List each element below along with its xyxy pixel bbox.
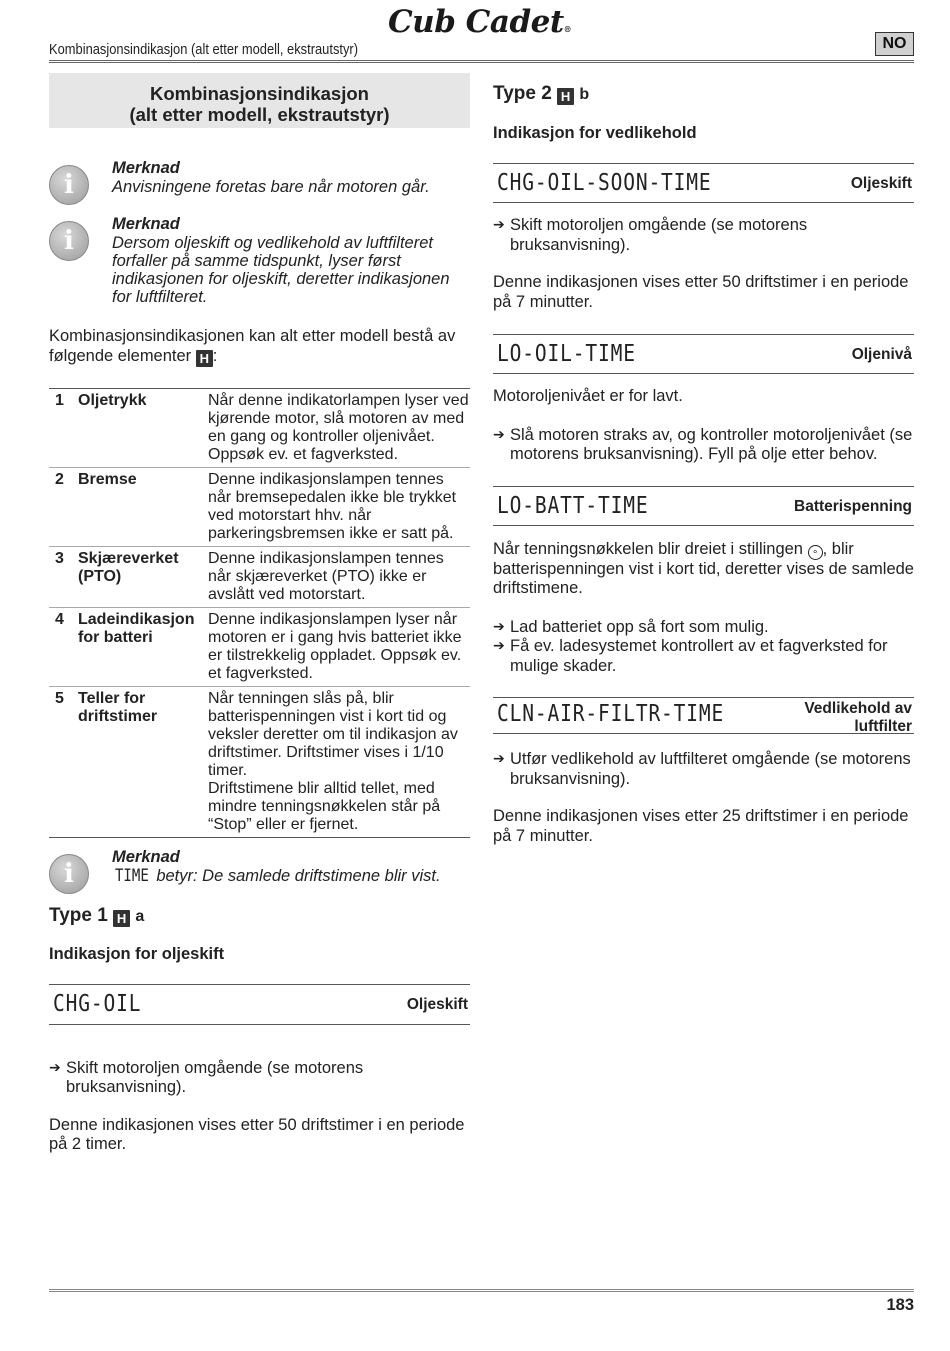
right-column — [493, 73, 914, 846]
note-1 — [49, 159, 470, 200]
note-text: TIME betyr: De samlede driftstimene blir vist. — [114, 865, 441, 885]
running-title: Kombinasjonsindikasjon (alt etter modell, ekstrautstyr) — [49, 41, 359, 58]
page-number: 183 — [886, 1296, 914, 1314]
action-item: ➔ Utfør vedlikehold av luftfilteret omgående (se motorens bruksanvisning). — [493, 750, 914, 789]
type1-subheading: Indikasjon for oljeskift — [49, 944, 225, 963]
brand-logo: Cub Cadet® — [388, 4, 572, 40]
display-code: LO-OIL-TIME — [497, 341, 636, 367]
display-label: Batterispenning — [794, 497, 912, 515]
note-text: Anvisningene foretas bare når motoren går. — [112, 178, 430, 196]
indicator-table — [49, 388, 470, 838]
footer-divider — [49, 1289, 914, 1292]
display-code: CHG-OIL-SOON-TIME — [497, 170, 712, 196]
left-column — [49, 73, 470, 1155]
section-title-line1: Kombinasjonsindikasjon — [150, 83, 369, 104]
language-badge: NO — [875, 32, 914, 56]
table-row: 5 Teller for driftstimer Når tenningen slås på, blir batterispenningen vist i kort tid og veksler deretter om til indikasjon av driftstimer. Driftstimer vises i 1/10 timer. Driftstimene blir alltid tellet, med mindre tenningsnøkkelen står på “Stop” eller er fjernet. — [49, 686, 470, 837]
action-item: ➔ Lad batteriet opp så fort som mulig. — [493, 618, 914, 638]
display-label: Vedlikehold av luftfilter — [804, 700, 912, 735]
type2-heading: Type 2 H b — [493, 83, 590, 104]
section-title-line2: (alt etter modell, ekstrautstyr) — [129, 104, 390, 125]
note-2 — [49, 215, 470, 306]
h-key-badge: H — [113, 910, 130, 927]
action-item: ➔ Skift motoroljen omgående (se motorens bruksanvisning). — [49, 1059, 470, 1098]
info-icon: i — [49, 854, 89, 894]
table-row: 2 Bremse Denne indikasjonslampen tennes når bremsepedalen ikke ble trykket ved motorstart hhv. når parkeringsbremsen ikke er satt på. — [49, 467, 470, 546]
info-paragraph: Denne indikasjonen vises etter 50 driftstimer i en periode på 7 minutter. — [493, 273, 909, 311]
display-label: Oljenivå — [851, 346, 912, 363]
action-item: ➔ Skift motoroljen omgående (se motorens bruksanvisning). — [493, 216, 914, 255]
display-label: Oljeskift — [850, 175, 912, 192]
note-title: Merknad — [112, 159, 180, 177]
action-item: ➔ Få ev. ladesystemet kontrollert av et fagverksted for mulige skader. — [493, 637, 914, 676]
display-label: Oljeskift — [406, 995, 468, 1013]
action-item: ➔ Slå motoren straks av, og kontroller motoroljenivået (se motorens bruksanvisning). Fyll på olje etter behov. — [493, 426, 914, 465]
display-air-filter — [493, 697, 914, 734]
type2-subheading: Indikasjon for vedlikehold — [493, 124, 697, 142]
table-row: 4 Ladeindikasjon for batteri Denne indikasjonslampen lyser når motoren er i gang hvis batteriet ikke er tilstrekkelig oppladet. Oppsøk ev. et fagverksted. — [49, 607, 470, 686]
note-title: Merknad — [112, 847, 180, 866]
display-oil-level — [493, 334, 914, 374]
info-icon: i — [49, 221, 89, 261]
section-title-box — [49, 73, 470, 128]
display-oil-change — [49, 984, 470, 1025]
info-icon: i — [49, 165, 89, 205]
info-paragraph: Denne indikasjonen vises etter 25 driftstimer i en periode på 7 minutter. — [493, 807, 909, 845]
ignition-key-icon: ∘ — [808, 545, 823, 560]
table-row: 1 Oljetrykk Når denne indikatorlampen lyser ved kjørende motor, slå motoren av med en gang og kontroller oljenivået. Oppsøk ev. et fagverksted. — [49, 388, 470, 467]
intro-paragraph: Kombinasjonsindikasjonen kan alt etter modell bestå av følgende elementer H : — [49, 327, 456, 366]
info-paragraph: Motoroljenivået er for lavt. — [493, 387, 683, 405]
type1-heading: Type 1 H a — [49, 904, 145, 926]
header-divider — [49, 60, 914, 63]
display-code: CLN-AIR-FILTR-TIME — [497, 701, 725, 727]
display-code: CHG-OIL — [53, 990, 142, 1017]
table-row: 3 Skjæreverket (PTO) Denne indikasjonslampen tennes når skjæreverket (PTO) ikke er avslått ved motorstart. — [49, 546, 470, 607]
h-key-badge: H — [557, 88, 574, 105]
display-code: TIME — [114, 865, 149, 885]
info-paragraph: Når tenningsnøkkelen blir dreiet i stillingen ∘ , blir batterispenningen vist i kort tid, deretter vises de samlede driftstimene. — [493, 539, 914, 597]
note-3 — [49, 847, 470, 889]
note-title: Merknad — [112, 215, 180, 233]
display-oil-soon — [493, 163, 914, 203]
display-battery — [493, 486, 914, 526]
info-paragraph: Denne indikasjonen vises etter 50 driftstimer i en periode på 2 timer. — [49, 1115, 465, 1153]
display-code: LO-BATT-TIME — [497, 492, 649, 519]
h-key-badge: H — [196, 350, 213, 367]
note-text: Dersom oljeskift og vedlikehold av luftfilteret forfaller på samme tidspunkt, lyser først indikasjonen for oljeskift, deretter indikasjonen for luftfilteret. — [112, 234, 450, 306]
